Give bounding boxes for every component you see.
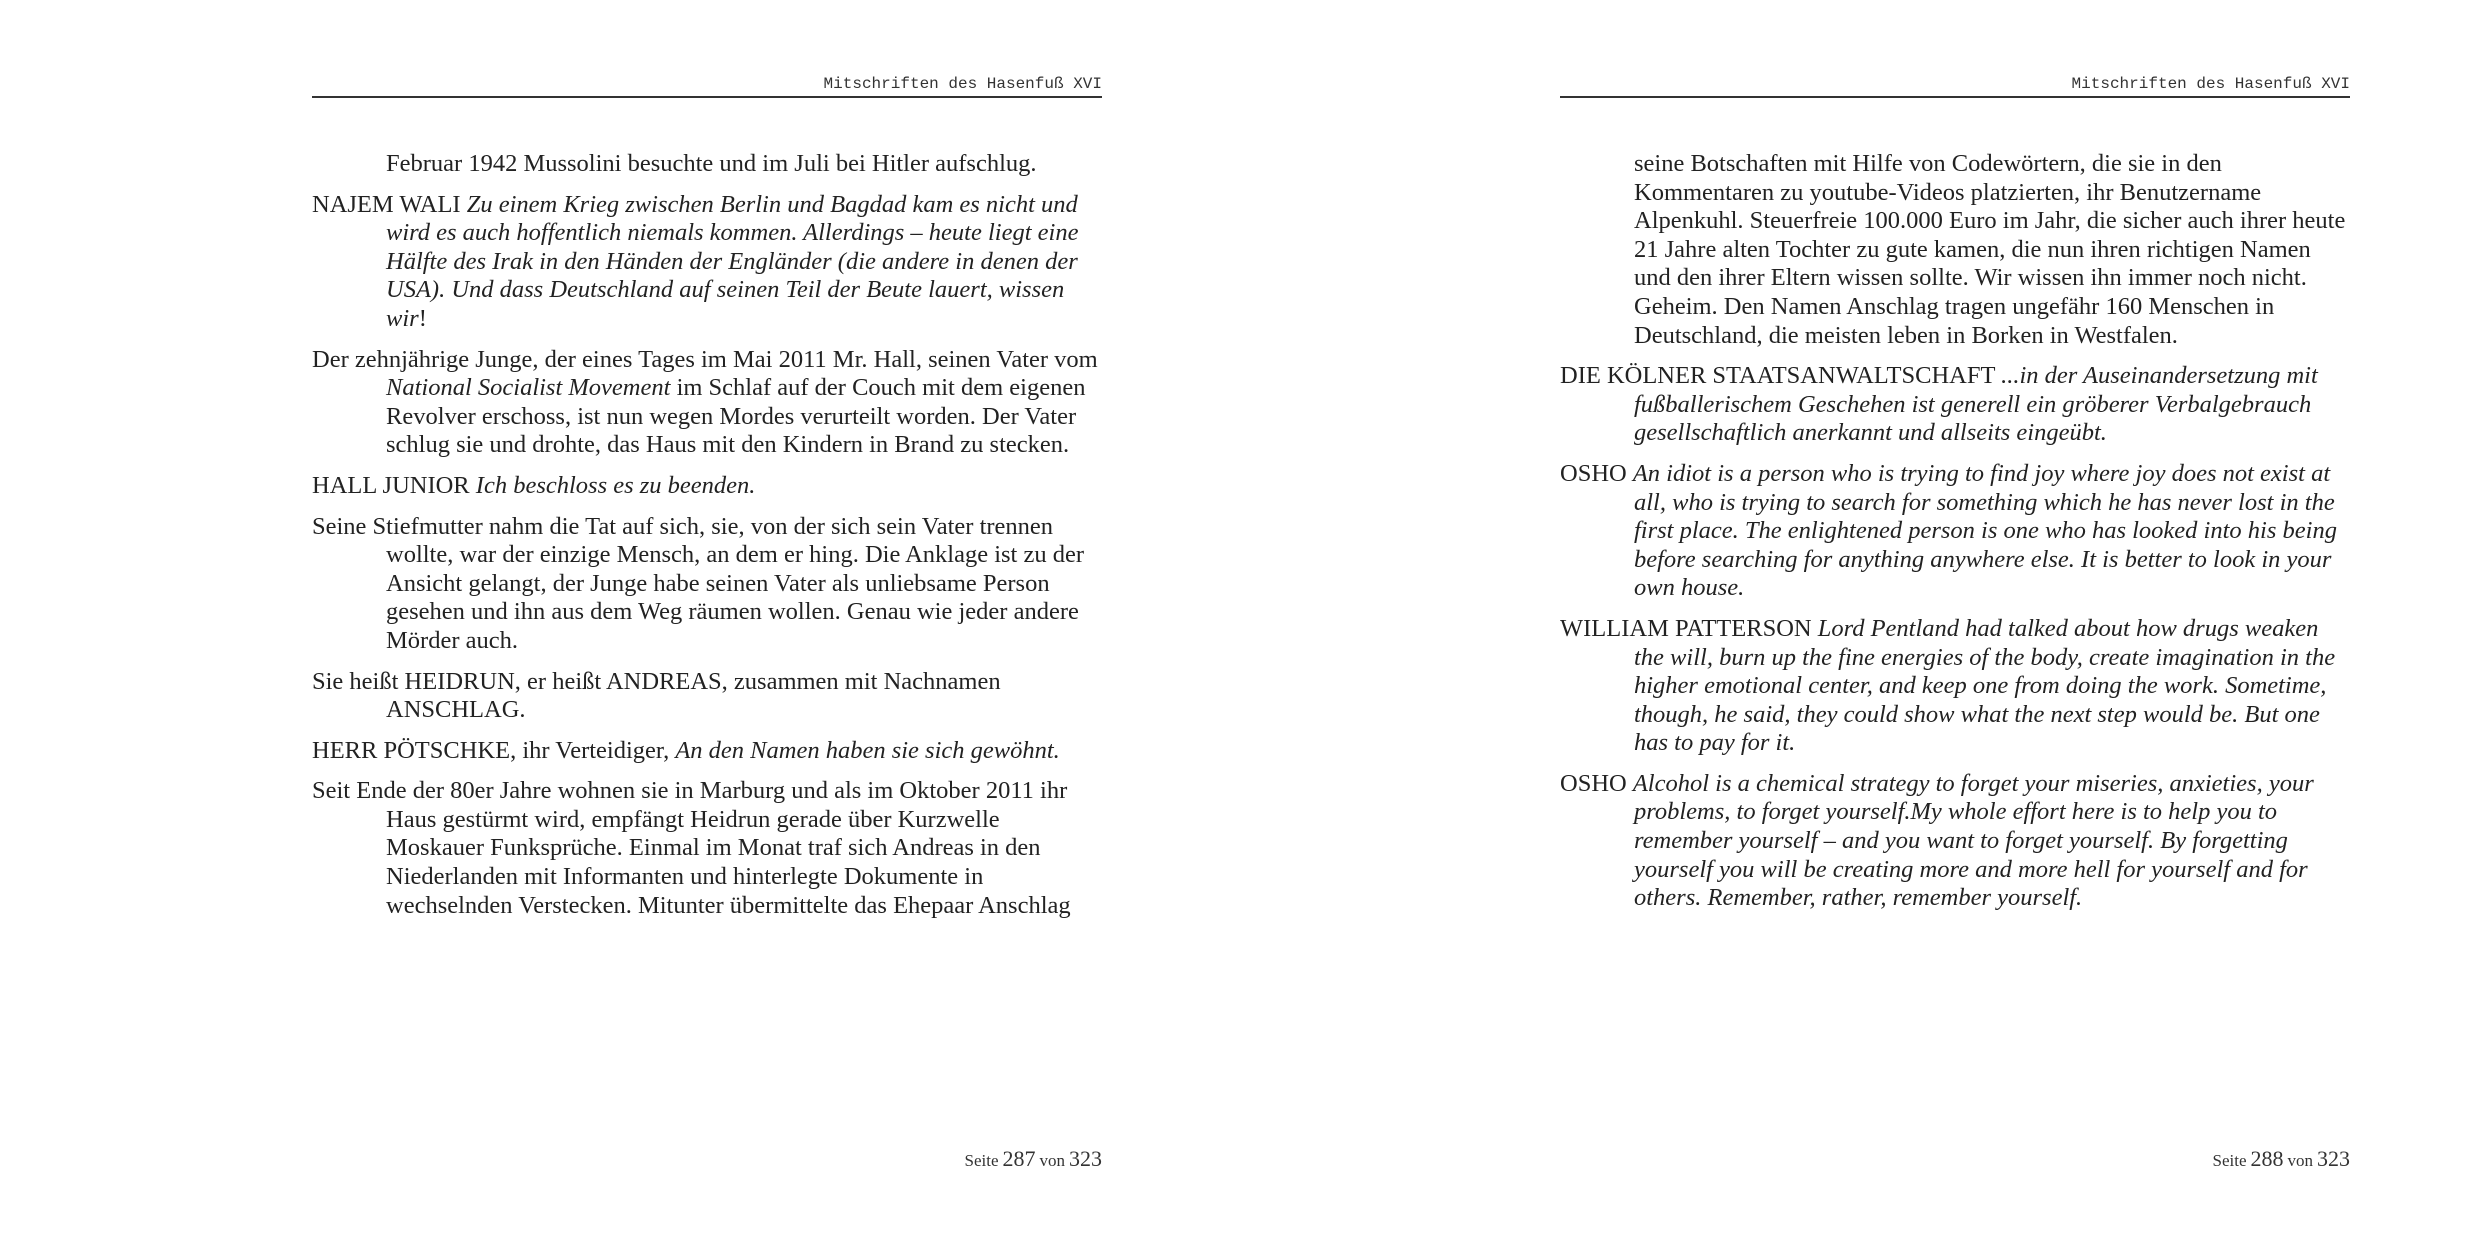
page-total: 323 — [2317, 1146, 2350, 1171]
paragraph — [312, 472, 1102, 501]
paragraph — [312, 346, 1102, 460]
footer-seite: Seite — [2212, 1151, 2247, 1170]
italic-quote: Ich beschloss es zu beenden. — [475, 471, 756, 499]
page-content — [312, 150, 1102, 932]
text-run: Seit Ende der 80er Jahre wohnen sie in Marburg und als im Oktober 2011 ihr Haus gestürmt wird, empfängt Heidrun gerade über Kurzwelle Moskauer Funksprüche. Einmal im Monat traf sich Andreas in den Niederlanden mit Informanten und hinterlegte Dokumente in wechselnden Verstecken. Mitunter übermittelte das Ehepaar Anschlag — [312, 777, 1071, 919]
text-run: HALL JUNIOR — [312, 471, 476, 499]
italic-quote: An idiot is a person who is trying to find joy where joy does not exist at all, who is trying to search for something which he has never lost in the first place. The enlightened person is one who has looked into his being before searching for anything anywhere else. It is better to look in your own house. — [1632, 459, 2337, 602]
continued-paragraph — [1560, 150, 2350, 350]
left-page — [312, 0, 1102, 1240]
italic-quote: National Socialist Movement — [386, 374, 671, 402]
footer-von: von — [1039, 1151, 1065, 1170]
paragraph — [1560, 770, 2350, 913]
text-run: Februar 1942 Mussolini besuchte und im Juli bei Hitler aufschlug. — [386, 150, 1037, 177]
paragraph — [312, 191, 1102, 334]
footer-von: von — [2287, 1151, 2313, 1170]
paragraph — [312, 513, 1102, 656]
text-run: Sie heißt HEIDRUN, er heißt ANDREAS, zusammen mit Nachnamen ANSCHLAG. — [312, 667, 1001, 724]
text-run: DIE KÖLNER STAATSANWALTSCHAFT — [1560, 362, 2002, 390]
text-run: WILLIAM PATTERSON — [1560, 614, 1818, 642]
page-total: 323 — [1069, 1146, 1102, 1171]
page-number: 287 — [1002, 1146, 1036, 1171]
running-header: Mitschriften des Hasenfuß XVI — [312, 74, 1102, 98]
page-content — [1560, 150, 2350, 925]
text-run: Seine Stiefmutter nahm die Tat auf sich, sie, von der sich sein Vater trennen wollte, war der einzige Mensch, an dem er hing. Die Anklage ist zu der Ansicht gelangt, der Junge habe seinen Vater als unliebsame Person gesehen und ihn aus dem Weg räumen wollen. Genau wie jeder andere Mörder auch. — [312, 512, 1085, 654]
italic-quote: Alcohol is a chemical strategy to forget your miseries, anxieties, your problems, to forget yourself.My whole effort here is to help you to remember yourself – and you want to forget yourself. By forgetting yourself you will be creating more and more hell for yourself and for others. Remember, rather, remember yourself. — [1632, 769, 2314, 912]
paragraph — [312, 777, 1102, 920]
paragraph — [312, 737, 1102, 766]
text-run: Der zehnjährige Junge, der eines Tages im Mai 2011 Mr. Hall, seinen Vater vom — [312, 345, 1098, 373]
italic-quote: ...in der Auseinandersetzung mit fußballerischem Geschehen ist generell ein gröberer Verbalgebrauch gesellschaftlich anerkannt und allseits eingeübt. — [1634, 362, 2318, 447]
text-run: NAJEM WALI — [312, 190, 467, 218]
right-page — [1560, 0, 2350, 1240]
text-run: HERR PÖTSCHKE, ihr Verteidiger, — [312, 736, 676, 764]
continued-paragraph — [312, 150, 1102, 179]
page-footer — [2213, 1146, 2351, 1172]
paragraph — [1560, 362, 2350, 448]
footer-seite: Seite — [964, 1151, 999, 1170]
text-run: OSHO — [1560, 459, 1633, 487]
italic-quote: An den Namen haben sie sich gewöhnt. — [675, 736, 1060, 764]
text-run: im Schlaf auf der Couch mit dem eigenen Revolver erschoss, ist nun wegen Mordes verurteilt worden. Der Vater schlug sie und drohte, das Haus mit den Kindern in Brand zu stecken. — [386, 374, 1086, 459]
paragraph — [1560, 615, 2350, 758]
italic-quote: Zu einem Krieg zwischen Berlin und Bagdad kam es nicht und wird es auch hoffentlich niemals kommen. Allerdings – heute liegt eine Hälfte des Irak in den Händen der Engländer (die andere in denen der USA). Und dass Deutschland auf seinen Teil der Beute lauert, wissen wir — [386, 190, 1079, 332]
text-run: OSHO — [1560, 769, 1633, 797]
paragraph — [1560, 460, 2350, 603]
text-run: seine Botschaften mit Hilfe von Codewörtern, die sie in den Kommentaren zu youtube-Videos platzierten, ihr Benutzername Alpenkuhl. Steuerfreie 100.000 Euro im Jahr, die sicher auch ihrer heute 21 Jahre alten Tochter zu gute kamen, die nun ihren richtigen Namen und den ihrer Eltern wissen sollte. Wir wissen ihn immer noch nicht. Geheim. Den Namen Anschlag tragen ungefähr 160 Menschen in Deutschland, die meisten leben in Borken in Westfalen. — [1634, 150, 2346, 349]
running-header: Mitschriften des Hasenfuß XVI — [1560, 74, 2350, 98]
italic-quote: Lord Pentland had talked about how drugs weaken the will, burn up the fine energies of the body, create imagination in the higher emotional center, and keep one from doing the work. Sometime, though, he said, they could show what the next step would be. But one has to pay for it. — [1634, 614, 2336, 757]
page-footer — [965, 1146, 1103, 1172]
text-run: ! — [418, 304, 427, 332]
paragraph — [312, 668, 1102, 725]
page-number: 288 — [2250, 1146, 2284, 1171]
